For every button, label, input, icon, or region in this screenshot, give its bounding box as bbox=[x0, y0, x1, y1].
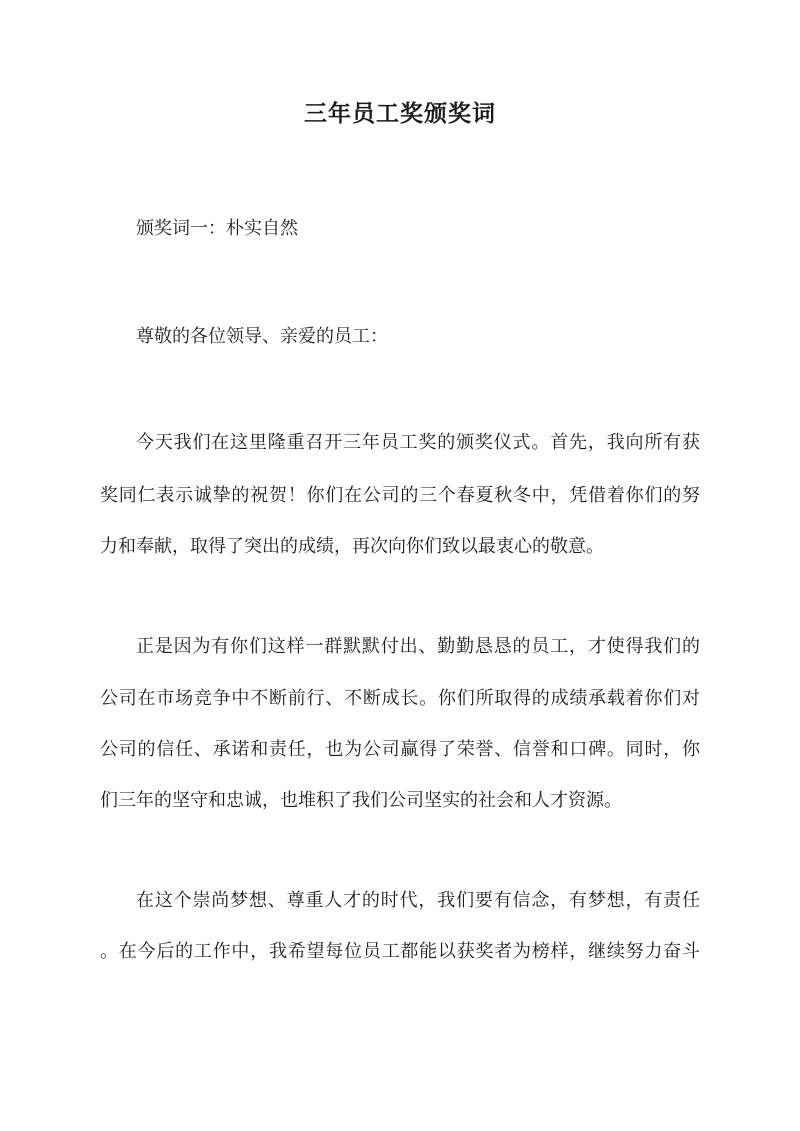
document-title: 三年员工奖颁奖词 bbox=[304, 100, 496, 127]
paragraph-1-line-1: 今天我们在这里隆重召开三年员工奖的颁奖仪式。首先，我向所有获 bbox=[136, 432, 700, 453]
paragraph-2-line-3: 公司的信任、承诺和责任，也为公司赢得了荣誉、信誉和口碑。同时，你 bbox=[100, 739, 700, 760]
paragraph-3-line-1: 在这个崇尚梦想、尊重人才的时代，我们要有信念，有梦想，有责任 bbox=[136, 890, 700, 911]
section-heading: 颁奖词一：朴实自然 bbox=[136, 218, 298, 239]
paragraph-2-line-1: 正是因为有你们这样一群默默付出、勤勤恳恳的员工，才使得我们的 bbox=[136, 636, 700, 657]
paragraph-3-line-2: 。在今后的工作中，我希望每位员工都能以获奖者为榜样，继续努力奋斗 bbox=[100, 941, 700, 962]
paragraph-1-line-3: 力和奉献，取得了突出的成绩，再次向你们致以最衷心的敬意。 bbox=[100, 536, 604, 557]
paragraph-1-line-2: 奖同仁表示诚挚的祝贺！你们在公司的三个春夏秋冬中，凭借着你们的努 bbox=[100, 485, 700, 506]
paragraph-2-line-4: 们三年的坚守和忠诚，也堆积了我们公司坚实的社会和人才资源。 bbox=[100, 790, 622, 811]
salutation: 尊敬的各位领导、亲爱的员工： bbox=[136, 326, 388, 347]
paragraph-2-line-2: 公司在市场竞争中不断前行、不断成长。你们所取得的成绩承载着你们对 bbox=[100, 688, 700, 709]
